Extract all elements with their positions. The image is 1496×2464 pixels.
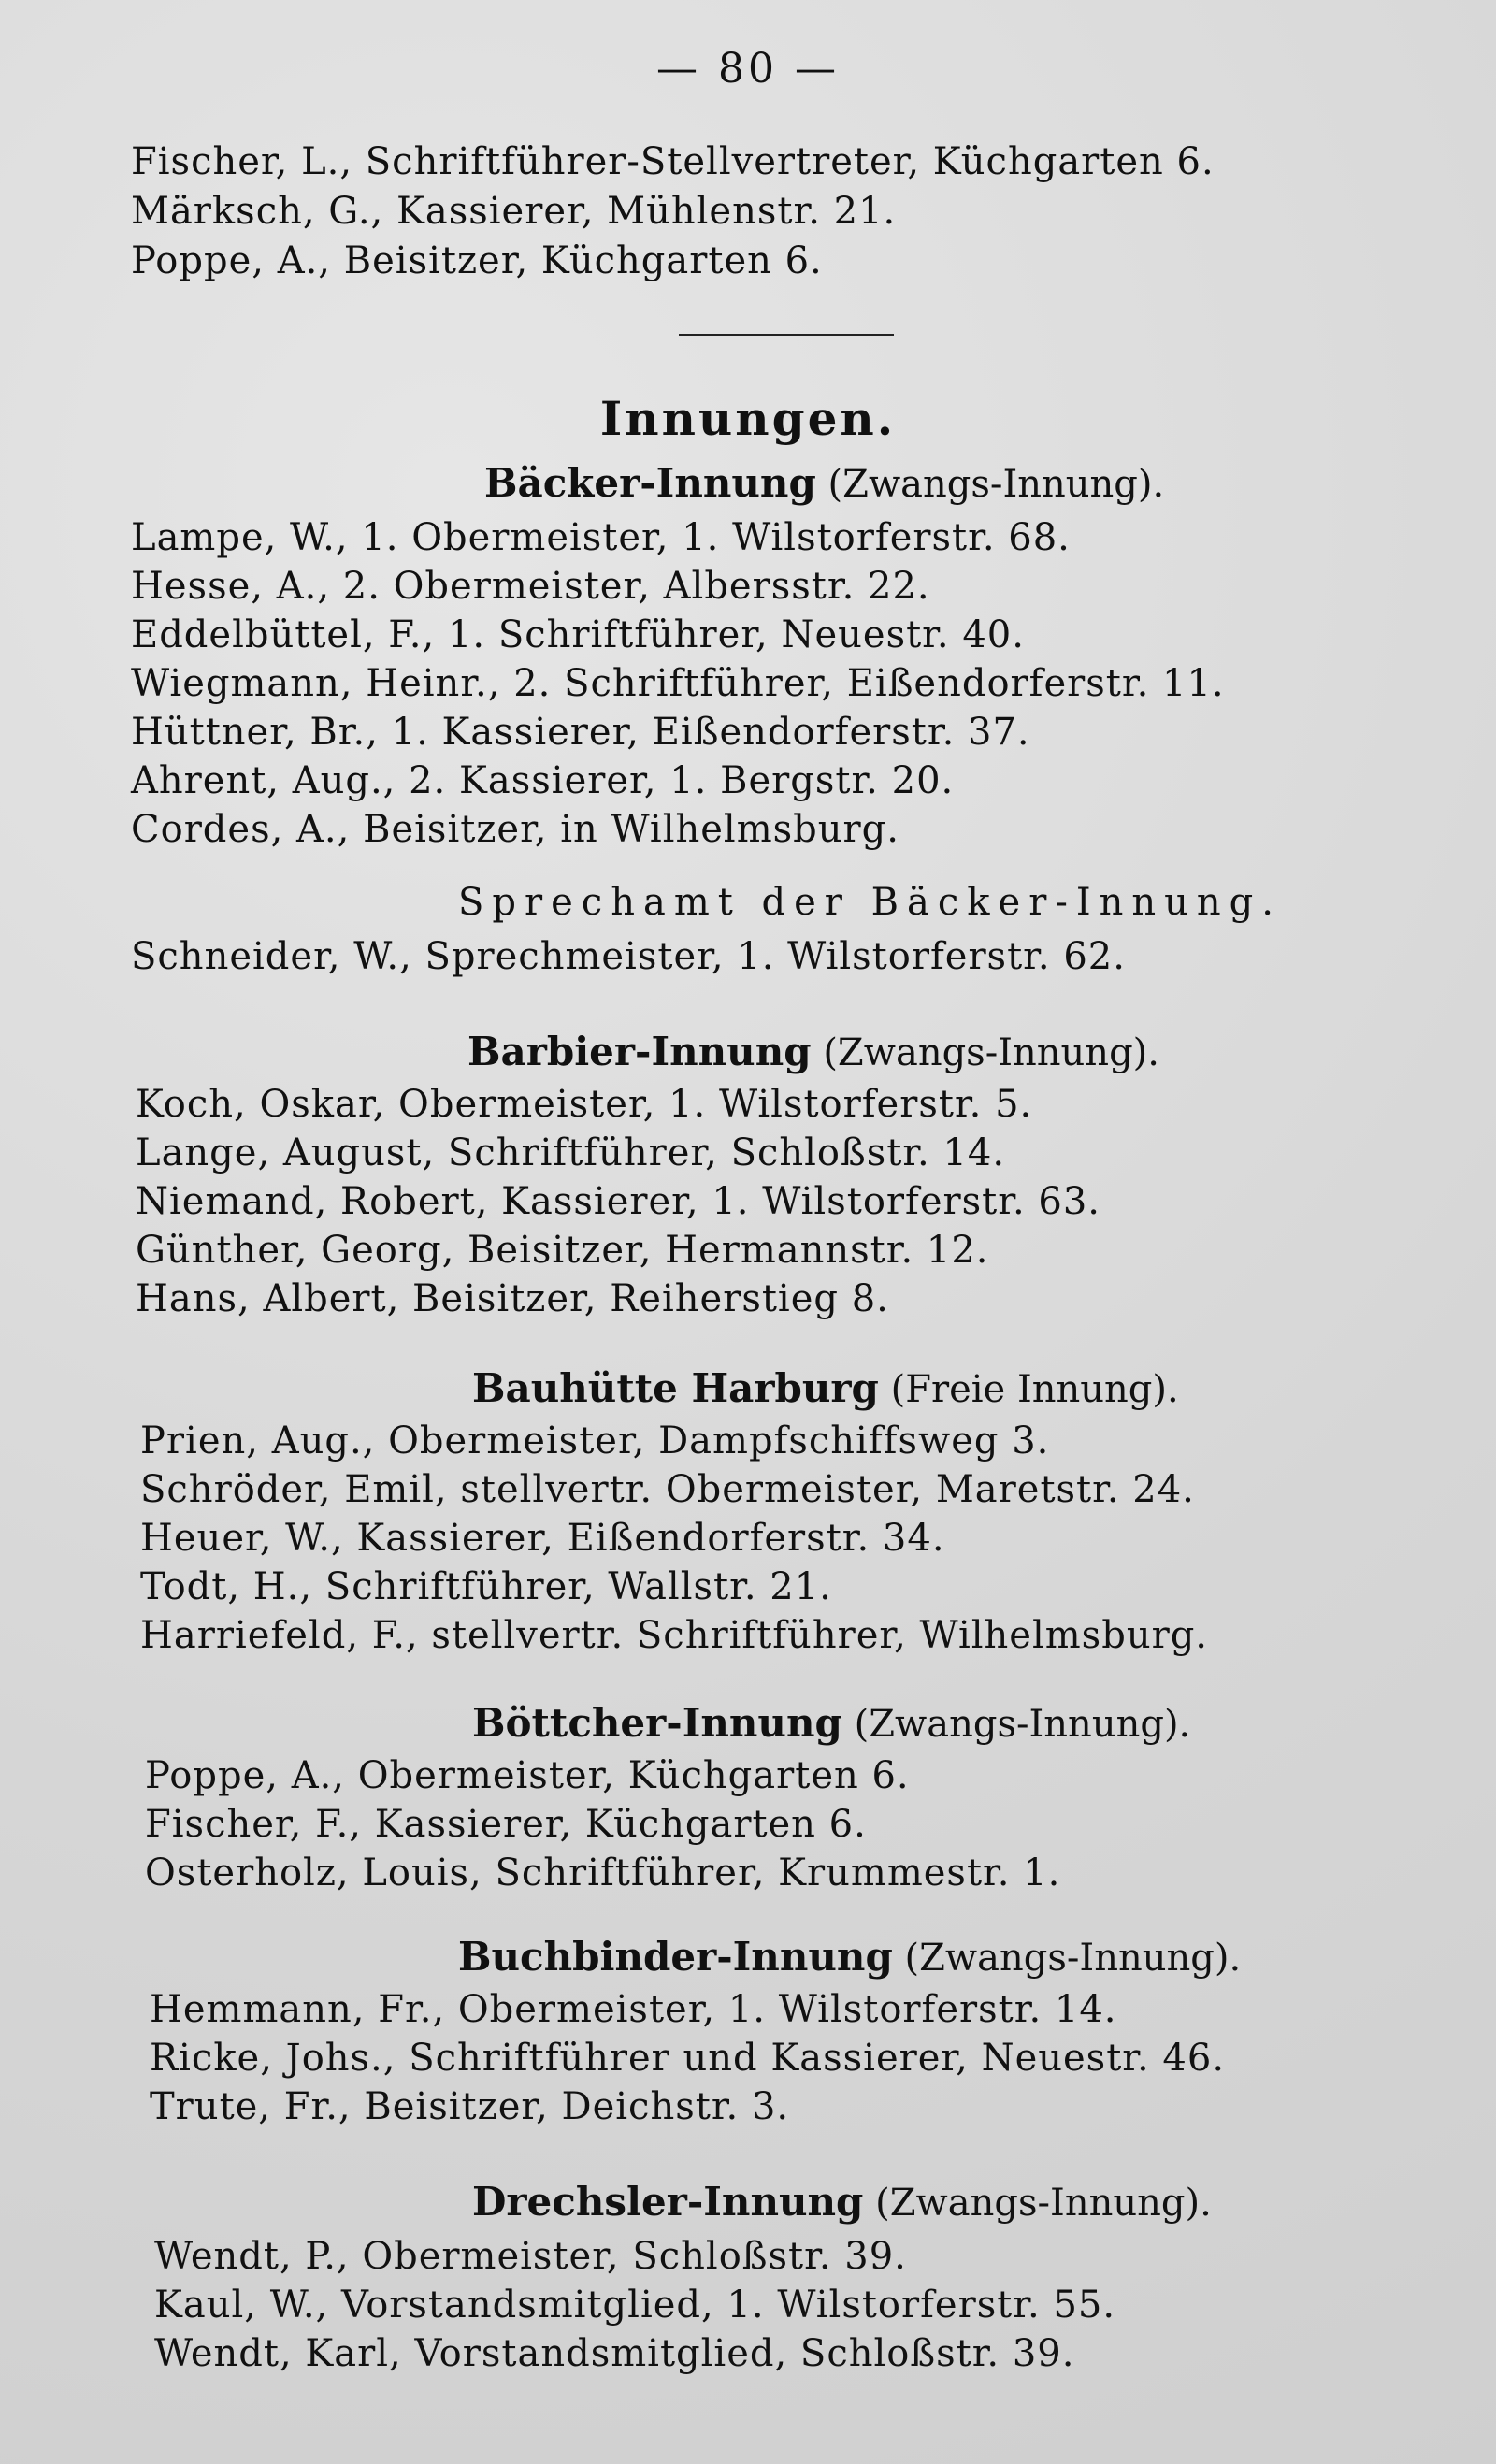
- member-line: Kaul, W., Vorstandsmitglied, 1. Wilstorferstr. 55.: [154, 2284, 1116, 2327]
- guild-name: Buchbinder-Innung: [458, 1934, 893, 1980]
- member-line: Cordes, A., Beisitzer, in Wilhelmsburg.: [131, 808, 899, 851]
- guild-type: (Zwangs-Innung).: [904, 1937, 1242, 1980]
- member-line: Hesse, A., 2. Obermeister, Albersstr. 22.: [131, 565, 930, 608]
- member-line: Poppe, A., Obermeister, Küchgarten 6.: [145, 1754, 910, 1797]
- member-line: Osterholz, Louis, Schriftführer, Krummestr. 1.: [145, 1852, 1061, 1895]
- member-line: Heuer, W., Kassierer, Eißendorferstr. 34.: [140, 1517, 945, 1560]
- guild-type: (Zwangs-Innung).: [827, 463, 1165, 506]
- guild-name: Drechsler-Innung: [472, 2179, 864, 2225]
- guild-heading-boettcher: [472, 1700, 1190, 1746]
- member-line: Hemmann, Fr., Obermeister, 1. Wilstorferstr. 14.: [150, 1988, 1117, 2031]
- member-line: Lampe, W., 1. Obermeister, 1. Wilstorferstr. 68.: [131, 516, 1071, 559]
- member-line: Hans, Albert, Beisitzer, Reiherstieg 8.: [136, 1277, 889, 1320]
- member-line: Todt, H., Schriftführer, Wallstr. 21.: [140, 1565, 832, 1608]
- subsection-title: Sprechamt der Bäcker-Innung.: [458, 881, 1283, 924]
- guild-name: Böttcher-Innung: [472, 1700, 842, 1746]
- member-line: Schröder, Emil, stellvertr. Obermeister, Maretstr. 24.: [140, 1468, 1195, 1511]
- member-line: Ricke, Johs., Schriftführer und Kassierer, Neuestr. 46.: [150, 2037, 1226, 2080]
- guild-type: (Zwangs-Innung).: [854, 1703, 1191, 1746]
- guild-type: (Zwangs-Innung).: [823, 1031, 1159, 1074]
- member-line: Günther, Georg, Beisitzer, Hermannstr. 12.: [136, 1229, 989, 1272]
- member-line: Lange, August, Schriftführer, Schloßstr. 14.: [136, 1131, 1006, 1174]
- member-line: Hüttner, Br., 1. Kassierer, Eißendorferstr. 37.: [131, 711, 1030, 754]
- member-line: Wendt, P., Obermeister, Schloßstr. 39.: [154, 2235, 907, 2278]
- member-line: Niemand, Robert, Kassierer, 1. Wilstorferstr. 63.: [136, 1180, 1100, 1223]
- intro-line: Fischer, L., Schriftführer-Stellvertreter, Küchgarten 6.: [131, 140, 1215, 183]
- guild-name: Bäcker-Innung: [484, 460, 816, 506]
- member-line: Ahrent, Aug., 2. Kassierer, 1. Bergstr. 20.: [131, 759, 955, 802]
- member-line: Koch, Oskar, Obermeister, 1. Wilstorferstr. 5.: [136, 1083, 1033, 1126]
- guild-type: (Freie Innung).: [890, 1368, 1179, 1411]
- guild-heading-bauhuette: [472, 1365, 1179, 1411]
- member-line: Wiegmann, Heinr., 2. Schriftführer, Eißendorferstr. 11.: [131, 662, 1225, 705]
- guild-name: Barbier-Innung: [468, 1029, 812, 1074]
- intro-line: Märksch, G., Kassierer, Mühlenstr. 21.: [131, 190, 897, 233]
- member-line: Fischer, F., Kassierer, Küchgarten 6.: [145, 1803, 867, 1846]
- guild-heading-barbier: [468, 1029, 1159, 1074]
- guild-name: Bauhütte Harburg: [472, 1365, 879, 1411]
- divider-rule: [679, 334, 894, 336]
- guild-heading-buchbinder: [458, 1934, 1241, 1980]
- page-number: — 80 —: [656, 45, 840, 93]
- member-line: Harriefeld, F., stellvertr. Schriftführer, Wilhelmsburg.: [140, 1614, 1209, 1657]
- guild-type: (Zwangs-Innung).: [875, 2182, 1212, 2225]
- member-line: Schneider, W., Sprechmeister, 1. Wilstorferstr. 62.: [131, 935, 1126, 978]
- guild-heading-drechsler: [472, 2179, 1212, 2225]
- member-line: Trute, Fr., Beisitzer, Deichstr. 3.: [150, 2085, 790, 2128]
- member-line: Prien, Aug., Obermeister, Dampfschiffsweg 3.: [140, 1419, 1050, 1463]
- member-line: Eddelbüttel, F., 1. Schriftführer, Neuestr. 40.: [131, 613, 1025, 656]
- section-title: Innungen.: [599, 391, 897, 446]
- member-line: Wendt, Karl, Vorstandsmitglied, Schloßstr. 39.: [154, 2332, 1075, 2375]
- guild-heading-baecker: [484, 460, 1164, 506]
- intro-line: Poppe, A., Beisitzer, Küchgarten 6.: [131, 239, 823, 282]
